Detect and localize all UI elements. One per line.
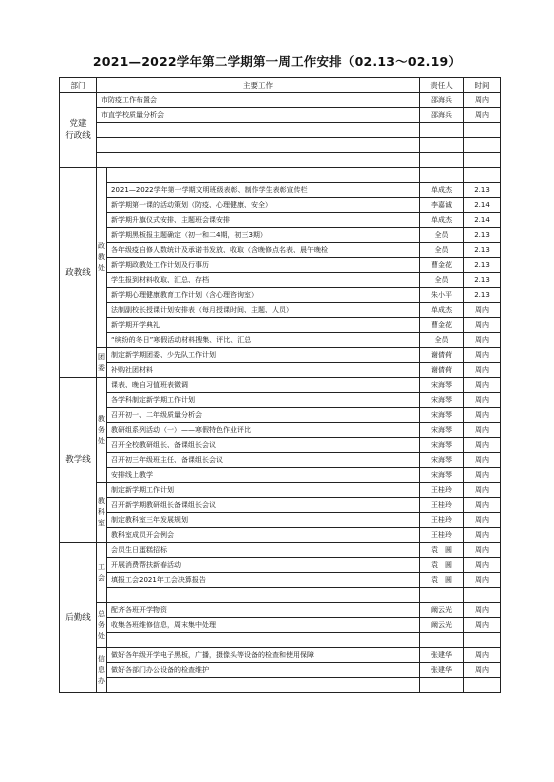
sub-dept-label: 总务处 <box>98 609 105 640</box>
time-cell: 周内 <box>464 318 501 333</box>
person-cell: 袁 圆 <box>420 558 464 573</box>
table-row <box>60 213 501 228</box>
header-work: 主要工作 <box>97 78 420 93</box>
person-cell: 谢倩荷 <box>420 348 464 363</box>
work-cell: 召开初一、二年级质量分析会 <box>107 408 420 423</box>
work-cell: 开展消费帮扶新春活动 <box>107 558 420 573</box>
work-cell: 召开新学期教研组长备课组长会议 <box>107 498 420 513</box>
table-row <box>60 378 501 393</box>
table-row <box>60 633 501 648</box>
person-cell: 袁 圆 <box>420 573 464 588</box>
person-cell: 宋海琴 <box>420 393 464 408</box>
time-cell: 周内 <box>464 558 501 573</box>
sub-dept-label: 政教处 <box>98 242 105 272</box>
section-party-label <box>60 93 97 168</box>
time-cell: 周内 <box>464 93 501 108</box>
person-cell <box>420 123 464 138</box>
work-cell: 填报工会2021年工会决算报告 <box>107 573 420 588</box>
section-politics-label: 政教线 <box>60 168 97 378</box>
table-row <box>60 333 501 348</box>
table-row <box>60 663 501 678</box>
person-cell: 曹金花 <box>420 258 464 273</box>
time-cell: 周内 <box>464 498 501 513</box>
header-dept: 部门 <box>60 78 97 93</box>
section-label: 党建 行政线 <box>65 119 91 141</box>
time-cell: 周内 <box>464 423 501 438</box>
section-logistics-label: 后勤线 <box>60 543 97 693</box>
table-row <box>60 318 501 333</box>
work-cell: 新学期政教处工作计划及行事历 <box>107 258 420 273</box>
table-row <box>60 558 501 573</box>
time-cell <box>464 588 501 603</box>
work-cell <box>107 678 420 693</box>
time-cell: 周内 <box>464 303 501 318</box>
person-cell: 曹金花 <box>420 318 464 333</box>
work-cell: 制定新学期工作计划 <box>107 483 420 498</box>
table-row <box>60 93 501 108</box>
work-cell: 各学科制定新学期工作计划 <box>107 393 420 408</box>
work-cell: 配齐各班开学物资 <box>107 603 420 618</box>
person-cell: 王桂玲 <box>420 483 464 498</box>
time-cell <box>464 138 501 153</box>
time-cell: 2.13 <box>464 288 501 303</box>
table-row <box>60 108 501 123</box>
table-row <box>60 528 501 543</box>
table-row <box>60 678 501 693</box>
work-cell: 2021—2022学年第一学期文明班级表彰、制作学生表彰宣传栏 <box>107 183 420 198</box>
person-cell: 全员 <box>420 333 464 348</box>
table-row <box>60 618 501 633</box>
time-cell: 周内 <box>464 393 501 408</box>
sub-dept-union <box>97 543 107 603</box>
table-row <box>60 198 501 213</box>
time-cell: 周内 <box>464 663 501 678</box>
time-cell: 周内 <box>464 438 501 453</box>
work-cell: 做好各部门办公设备的检查维护 <box>107 663 420 678</box>
person-cell: 宋海琴 <box>420 438 464 453</box>
table-row <box>60 588 501 603</box>
person-cell: 宋海琴 <box>420 468 464 483</box>
table-row <box>60 513 501 528</box>
time-cell: 周内 <box>464 468 501 483</box>
person-cell: 王桂玲 <box>420 528 464 543</box>
time-cell: 2.13 <box>464 183 501 198</box>
table-row <box>60 543 501 558</box>
time-cell: 2.13 <box>464 243 501 258</box>
table-row <box>60 603 501 618</box>
person-cell: 朱小平 <box>420 288 464 303</box>
table-row <box>60 183 501 198</box>
work-cell: 召开全校教研组长、备课组长会议 <box>107 438 420 453</box>
time-cell <box>464 633 501 648</box>
sub-dept-general <box>97 603 107 648</box>
time-cell: 周内 <box>464 603 501 618</box>
table-row <box>60 288 501 303</box>
time-cell <box>464 153 501 168</box>
time-cell: 周内 <box>464 408 501 423</box>
person-cell: 宋海琴 <box>420 408 464 423</box>
time-cell: 周内 <box>464 618 501 633</box>
work-cell: “缤纷的冬日”寒假活动材料搜集、评比、汇总 <box>107 333 420 348</box>
table-row <box>60 258 501 273</box>
person-cell: 邵海兵 <box>420 108 464 123</box>
table-row <box>60 303 501 318</box>
person-cell: 李嘉诚 <box>420 198 464 213</box>
person-cell: 单成杰 <box>420 213 464 228</box>
time-cell: 周内 <box>464 378 501 393</box>
time-cell <box>464 123 501 138</box>
person-cell: 王桂玲 <box>420 498 464 513</box>
time-cell: 2.13 <box>464 228 501 243</box>
table-row <box>60 483 501 498</box>
person-cell: 全员 <box>420 228 464 243</box>
table-row <box>60 243 501 258</box>
work-cell: 会员生日蛋糕招标 <box>107 543 420 558</box>
person-cell: 宋海琴 <box>420 378 464 393</box>
person-cell: 张建华 <box>420 648 464 663</box>
work-cell <box>107 633 420 648</box>
work-cell <box>107 588 420 603</box>
person-cell: 王桂玲 <box>420 513 464 528</box>
work-cell: 新学期心理健康教育工作计划（含心理咨询室） <box>107 288 420 303</box>
table-row <box>60 153 501 168</box>
person-cell: 全员 <box>420 243 464 258</box>
work-cell <box>97 123 420 138</box>
person-cell: 邵海兵 <box>420 93 464 108</box>
work-cell: 制定新学期团委、少先队工作计划 <box>107 348 420 363</box>
sub-dept-politics <box>97 168 107 348</box>
table-row <box>60 648 501 663</box>
work-cell: 补购社团材料 <box>107 363 420 378</box>
person-cell: 张建华 <box>420 663 464 678</box>
time-cell: 2.13 <box>464 258 501 273</box>
work-cell <box>107 168 420 183</box>
table-row <box>60 468 501 483</box>
time-cell: 周内 <box>464 108 501 123</box>
time-cell: 周内 <box>464 483 501 498</box>
table-row <box>60 168 501 183</box>
person-cell: 阚云光 <box>420 603 464 618</box>
schedule-table <box>59 77 501 693</box>
time-cell: 周内 <box>464 513 501 528</box>
work-cell <box>97 138 420 153</box>
table-row <box>60 408 501 423</box>
work-cell: 安排线上教学 <box>107 468 420 483</box>
sub-dept-youth <box>97 348 107 378</box>
time-cell: 周内 <box>464 363 501 378</box>
work-cell: 制定教科室三年发展规划 <box>107 513 420 528</box>
sub-dept-label: 团委 <box>98 352 105 372</box>
time-cell: 周内 <box>464 453 501 468</box>
work-cell: 召开初三年级班主任、备课组长会议 <box>107 453 420 468</box>
table-row <box>60 138 501 153</box>
work-cell: 收集各班维修信息，周末集中处理 <box>107 618 420 633</box>
work-cell: 市直学校质量分析会 <box>97 108 420 123</box>
sub-dept-academic <box>97 378 107 483</box>
sub-dept-label: 教务处 <box>98 414 105 445</box>
time-cell: 2.13 <box>464 273 501 288</box>
work-cell: 教研组系列活动（一）——寒假特色作业评比 <box>107 423 420 438</box>
time-cell: 2.14 <box>464 213 501 228</box>
work-cell: 教科室成员开会例会 <box>107 528 420 543</box>
person-cell: 宋海琴 <box>420 453 464 468</box>
work-cell: 市防疫工作布置会 <box>97 93 420 108</box>
time-cell: 周内 <box>464 648 501 663</box>
work-cell: 做好各年级开学电子黑板，广播，摄像头等设备的检查和使用保障 <box>107 648 420 663</box>
work-cell: 各年级疫自修人数统计及承诺书发放、收取（含晚修点名表、晨午晚检 <box>107 243 420 258</box>
table-row <box>60 573 501 588</box>
person-cell: 全员 <box>420 273 464 288</box>
work-cell: 法制副校长授课计划安排表（每月授课时间、主题、人员） <box>107 303 420 318</box>
time-cell: 周内 <box>464 528 501 543</box>
page-title: 2021—2022学年第二学期第一周工作安排（02.13～02.19） <box>92 54 462 69</box>
person-cell <box>420 633 464 648</box>
person-cell: 单成杰 <box>420 183 464 198</box>
table-row <box>60 228 501 243</box>
time-cell <box>464 168 501 183</box>
time-cell: 周内 <box>464 348 501 363</box>
person-cell <box>420 153 464 168</box>
table-row <box>60 498 501 513</box>
header-time: 时间 <box>464 78 501 93</box>
header-person: 责任人 <box>420 78 464 93</box>
time-cell: 2.14 <box>464 198 501 213</box>
person-cell <box>420 588 464 603</box>
table-row <box>60 363 501 378</box>
section-teaching-label: 教学线 <box>60 378 97 543</box>
sub-dept-label: 信息办 <box>98 654 105 685</box>
table-row <box>60 438 501 453</box>
table-row <box>60 423 501 438</box>
work-cell: 课表、晚自习值班表微调 <box>107 378 420 393</box>
work-cell: 新学期升旗仪式安排、主题班会课安排 <box>107 213 420 228</box>
time-cell: 周内 <box>464 333 501 348</box>
table-row <box>60 348 501 363</box>
work-cell: 新学期黑板报主题确定（初一和二4期，初三3期） <box>107 228 420 243</box>
table-row <box>60 123 501 138</box>
work-cell: 新学期第一课的活动策划（防疫、心理健康、安全） <box>107 198 420 213</box>
person-cell <box>420 168 464 183</box>
person-cell: 宋海琴 <box>420 423 464 438</box>
person-cell <box>420 138 464 153</box>
person-cell <box>420 678 464 693</box>
person-cell: 袁 圆 <box>420 543 464 558</box>
sub-dept-info <box>97 648 107 693</box>
person-cell: 单成杰 <box>420 303 464 318</box>
time-cell: 周内 <box>464 573 501 588</box>
person-cell: 阚云光 <box>420 618 464 633</box>
sub-dept-research <box>97 483 107 543</box>
table-row <box>60 453 501 468</box>
table-row <box>60 273 501 288</box>
work-cell: 学生报到材料收取、汇总、存档 <box>107 273 420 288</box>
header-row <box>60 78 501 93</box>
sub-dept-label: 教科室 <box>98 497 105 527</box>
sub-dept-label: 工会 <box>98 562 105 582</box>
table-row <box>60 393 501 408</box>
person-cell: 谢倩荷 <box>420 363 464 378</box>
work-cell: 新学期开学典礼 <box>107 318 420 333</box>
work-cell <box>97 153 420 168</box>
time-cell <box>464 678 501 693</box>
time-cell: 周内 <box>464 543 501 558</box>
